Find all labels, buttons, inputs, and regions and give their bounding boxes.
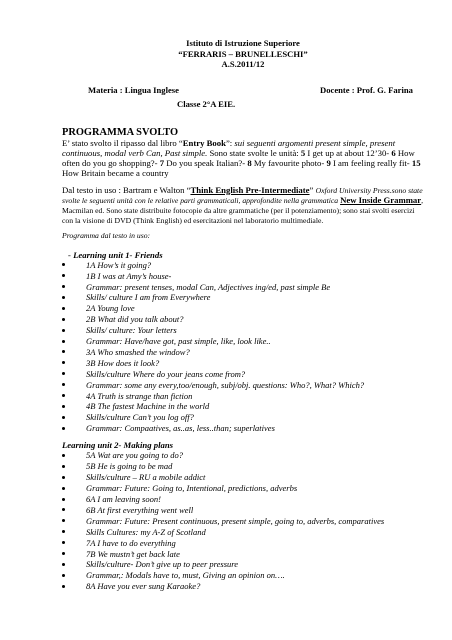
bullet-icon: [62, 498, 65, 501]
subject-label: Materia : Lingua Inglese: [88, 84, 179, 95]
program-caption: Programma dal testo in uso:: [62, 231, 151, 241]
list-item: 4B The fastest Machine in the world: [62, 401, 424, 412]
bullet-icon: [62, 263, 65, 266]
list-item: Skills/ culture I am from Everywhere: [62, 292, 424, 303]
bullet-icon: [62, 563, 65, 566]
list-item: 5B He is going to be mad: [62, 461, 424, 472]
list-item: 7A I have to do everything: [62, 538, 424, 549]
bullet-icon: [62, 372, 65, 375]
bullet-icon: [62, 340, 65, 343]
list-item: Skills/culture Where do your jeans come from?: [62, 369, 424, 380]
list-item: Grammar: Have/have got, past simple, like, look like..: [62, 336, 424, 347]
subject-teacher-row: [62, 85, 424, 96]
unit-1-heading: - Learning unit 1- Friends: [68, 249, 163, 260]
bullet-icon: [62, 574, 65, 577]
bullet-icon: [62, 476, 65, 479]
list-item: Skills/culture- Don’t give up to peer pressure: [62, 559, 424, 570]
textbook-paragraph: Dal testo in uso : Bartram e Walton “Think English Pre-Intermediate” Oxford University Press.sono state svolte le seguenti unità con le relative parti grammaticali, approfondite nella grammatica New Inside Grammar, Macmilan ed. Sono state distribuite fotocopie da altre grammatiche (per il potenziamento); sono stai svolti esercizi con la visione di DVD (Think English) ed esercitazioni nel laboratorio multimediale.: [62, 184, 424, 226]
bullet-icon: [62, 405, 65, 408]
bullet-icon: [62, 552, 65, 555]
class-row: [62, 99, 424, 110]
list-item: 5A Wat are you going to do?: [62, 450, 424, 461]
school-header: [62, 0, 424, 70]
list-item: Grammar: Compaatives, as..as, less..than; superlatives: [62, 423, 424, 434]
bullet-icon: [62, 541, 65, 544]
bullet-icon: [62, 427, 65, 430]
unit-2-heading: Learning unit 2- Making plans: [62, 440, 174, 451]
list-item: 6B At first everything went well: [62, 505, 424, 516]
list-item: 7B We mustn’t get back late: [62, 549, 424, 560]
section-title: PROGRAMMA SVOLTO: [62, 126, 179, 138]
unit-2-list: [62, 450, 424, 592]
list-item: Grammar: some any every,too/enough, subj/obj. questions: Who?, What? Which?: [62, 380, 424, 391]
school-branch: “FERRARIS – BRUNELLESCHI”: [178, 48, 308, 59]
bullet-icon: [62, 487, 65, 490]
bullet-icon: [62, 296, 65, 299]
bullet-icon: [62, 519, 65, 522]
bullet-icon: [62, 585, 65, 588]
list-item: Grammar,: Modals have to, must, Giving an opinion on….: [62, 570, 424, 581]
bullet-icon: [62, 416, 65, 419]
bullet-icon: [62, 394, 65, 397]
bullet-icon: [62, 530, 65, 533]
teacher-label: Docente : Prof. G. Farina: [320, 84, 413, 95]
list-item: 2B What did you talk about?: [62, 314, 424, 325]
school-year: A.S.2011/12: [221, 59, 265, 70]
bullet-icon: [62, 465, 65, 468]
review-paragraph: E’ stato svolto il ripasso dal libro “Entry Book”: sui seguenti argomenti present simple, present continuous, modal verb Can, Past simple. Sono state svolte le unità: 5 I get up at about 12’30- 6 How often do you go shopping?- 7 Do you speak Italian?- 8 My favourite photo- 9 I am feeling really fit- 15 How Britain became a country: [62, 137, 421, 179]
list-item: Skills/ culture: Your letters: [62, 325, 424, 336]
list-item: Skills/culture Can’t you log off?: [62, 412, 424, 423]
bullet-icon: [62, 350, 65, 353]
school-name: Istituto di Istruzione Superiore: [186, 38, 300, 48]
bullet-icon: [62, 383, 65, 386]
bullet-icon: [62, 329, 65, 332]
bullet-icon: [62, 307, 65, 310]
list-item: 2A Young love: [62, 303, 424, 314]
list-item: Skills/culture – RU a mobile addict: [62, 472, 424, 483]
bullet-icon: [62, 454, 65, 457]
list-item: 6A I am leaving soon!: [62, 494, 424, 505]
list-item: 1B I was at Amy’s house-: [62, 271, 424, 282]
list-item: 8A Have you ever sung Karaoke?: [62, 581, 424, 592]
bullet-icon: [62, 285, 65, 288]
list-item: Grammar: Future: Going to, Intentional, predictions, adverbs: [62, 483, 424, 494]
list-item: Grammar: present tenses, modal Can, Adjectives ing/ed, past simple Be: [62, 282, 424, 293]
list-item: 3A Who smashed the window?: [62, 347, 424, 358]
list-item: 3B How does it look?: [62, 358, 424, 369]
list-item: Grammar: Future: Present continuous, present simple, going to, adverbs, comparatives: [62, 516, 424, 527]
class-label: Classe 2°A EIE.: [177, 98, 236, 109]
bullet-icon: [62, 318, 65, 321]
bullet-icon: [62, 508, 65, 511]
list-item: 4A Truth is strange than fiction: [62, 391, 424, 402]
list-item: Skills Cultures: my A-Z of Scotland: [62, 527, 424, 538]
unit-1-list: [62, 260, 424, 435]
bullet-icon: [62, 361, 65, 364]
list-item: 1A How’s it going?: [62, 260, 424, 271]
bullet-icon: [62, 274, 65, 277]
